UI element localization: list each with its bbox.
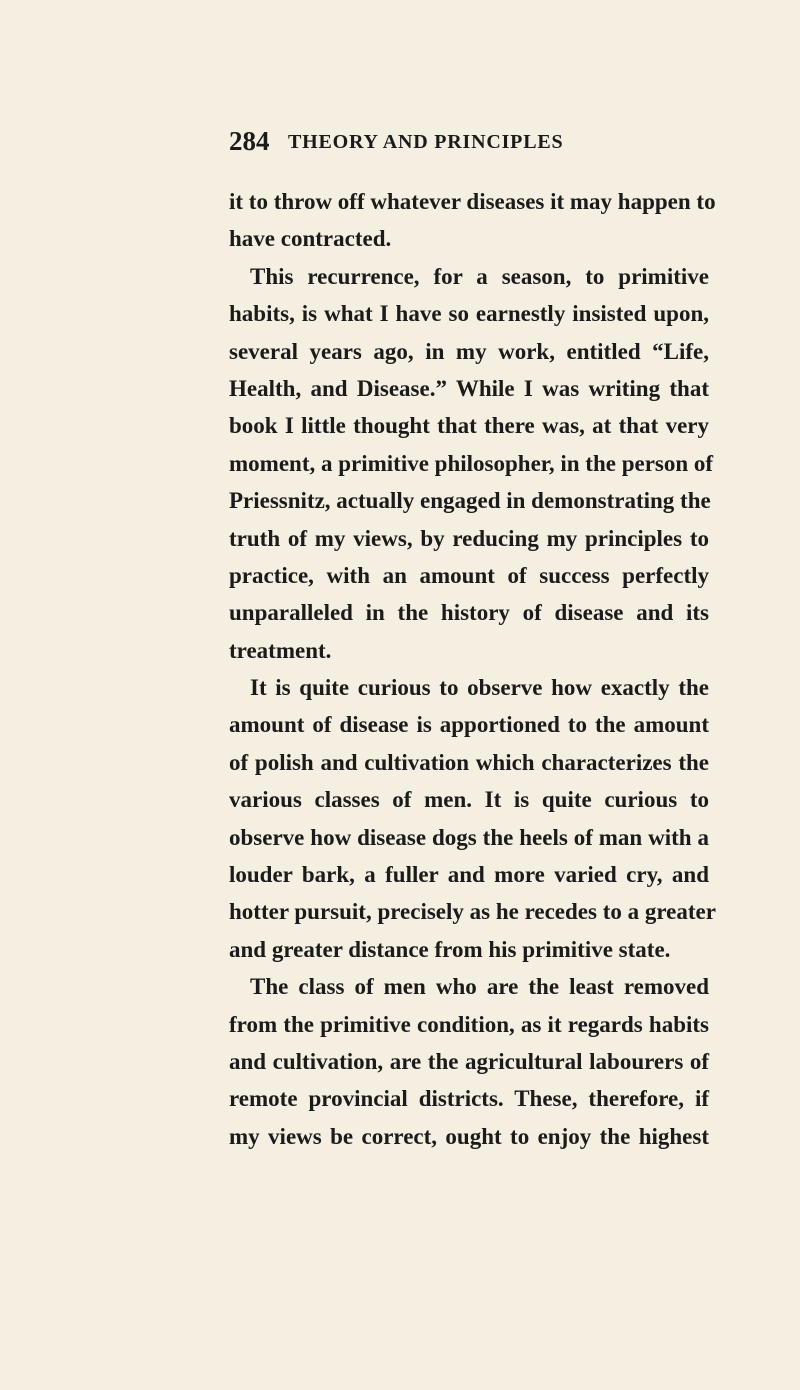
text-line: from the primitive condition, as it regards habits bbox=[229, 1011, 709, 1037]
text-line: practice, with an amount of success perfectly bbox=[229, 562, 709, 588]
text-line: of polish and cultivation which characterizes the bbox=[229, 749, 709, 775]
text-line: Priessnitz, actually engaged in demonstrating the bbox=[229, 488, 711, 514]
text-line: This recurrence, for a season, to primitive bbox=[250, 263, 709, 289]
text-line: unparalleled in the history of disease and its bbox=[229, 600, 709, 626]
text-line: book I little thought that there was, at that very bbox=[229, 413, 709, 439]
text-line: Health, and Disease.” While I was writing that bbox=[229, 375, 709, 401]
text-line: various classes of men. It is quite curious to bbox=[229, 787, 709, 813]
text-line: hotter pursuit, precisely as he recedes to a greater bbox=[229, 899, 716, 925]
text-line: It is quite curious to observe how exactly the bbox=[250, 675, 709, 701]
text-line: treatment. bbox=[229, 637, 332, 663]
text-line: it to throw off whatever diseases it may happen to bbox=[229, 189, 716, 214]
text-line: several years ago, in my work, entitled “Life, bbox=[229, 338, 709, 364]
text-line: and greater distance from his primitive state. bbox=[229, 936, 671, 962]
text-line: The class of men who are the least removed bbox=[250, 974, 709, 1000]
text-line: moment, a primitive philosopher, in the person of bbox=[229, 450, 714, 476]
text-line: truth of my views, by reducing my principles to bbox=[229, 525, 709, 551]
running-title: THEORY AND PRINCIPLES bbox=[288, 131, 564, 153]
running-head bbox=[229, 126, 694, 160]
text-line: and cultivation, are the agricultural labourers of bbox=[229, 1048, 709, 1074]
text-line: habits, is what I have so earnestly insisted upon, bbox=[229, 301, 709, 327]
text-line: louder bark, a fuller and more varied cry, and bbox=[229, 862, 709, 888]
text-line: observe how disease dogs the heels of man with a bbox=[229, 824, 709, 850]
text-line: amount of disease is apportioned to the amount bbox=[229, 712, 709, 738]
page-number: 284 bbox=[229, 126, 270, 156]
text-line: have contracted. bbox=[229, 226, 392, 252]
text-line: my views be correct, ought to enjoy the highest bbox=[229, 1123, 709, 1149]
body-text bbox=[229, 183, 716, 1155]
text-line: remote provincial districts. These, therefore, if bbox=[229, 1086, 709, 1112]
